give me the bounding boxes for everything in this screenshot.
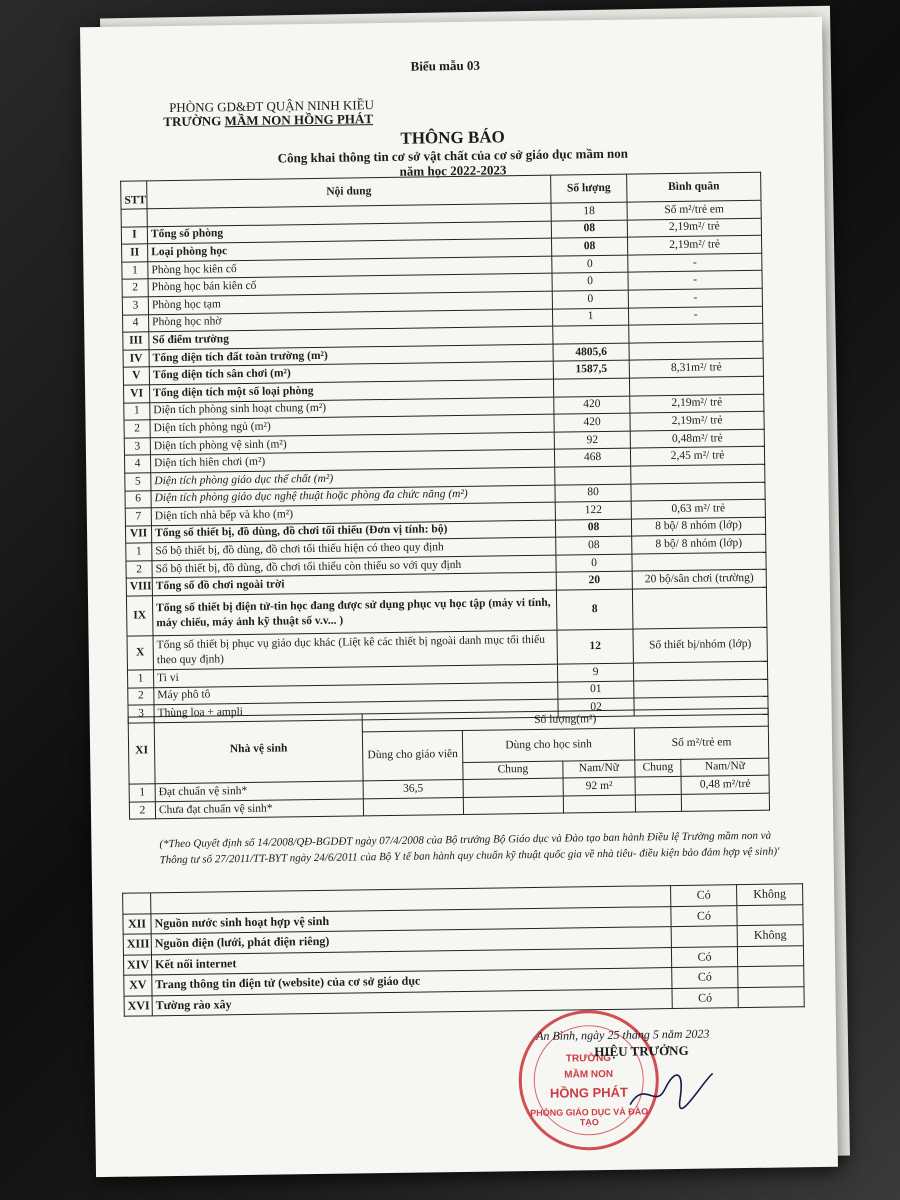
document-subtitle: Công khai thông tin cơ sở vật chất của cơ sở giáo dục mầm non bbox=[277, 145, 629, 166]
row-average bbox=[632, 587, 767, 629]
row-quantity: 80 bbox=[555, 484, 631, 503]
row-teacher bbox=[363, 797, 463, 816]
row-quantity: 122 bbox=[555, 501, 631, 520]
row-stt: 6 bbox=[125, 490, 151, 508]
row-average: - bbox=[628, 271, 762, 290]
row-quantity: 0 bbox=[552, 290, 628, 309]
row-stt: XIV bbox=[123, 954, 151, 975]
row-content: Thùng loa + ampli bbox=[154, 699, 558, 722]
row-yes: Có bbox=[671, 905, 737, 926]
row-content: Số bộ thiết bị, đồ dùng, đồ chơi tối thiểu còn thiếu so với quy định bbox=[152, 555, 556, 578]
row-content: Diện tích phòng sinh hoạt chung (m²) bbox=[150, 397, 554, 420]
row-content: Diện tích phòng vệ sinh (m²) bbox=[150, 432, 554, 455]
row-content: Tổng số thiết bị điện tử-tin học đang được sử dụng phục vụ học tập (máy vi tính, máy chiếu, máy ảnh kỹ thuật số v.v... ) bbox=[152, 590, 557, 636]
row-stt: 1 bbox=[127, 670, 153, 688]
row-no bbox=[737, 904, 803, 925]
row-content: Diện tích phòng ngủ (m²) bbox=[150, 414, 554, 437]
row-stt: 4 bbox=[123, 314, 149, 332]
row-content: Ti vi bbox=[153, 664, 557, 687]
row-content: Tổng số thiết bị phục vụ giáo dục khác (Liệt kê các thiết bị ngoài danh mục tối thiểu theo quy định) bbox=[153, 630, 557, 670]
row-stt: 4 bbox=[124, 455, 150, 473]
row-quantity: 420 bbox=[554, 396, 630, 415]
stamp-line-3: HỒNG PHÁT bbox=[549, 1084, 629, 1101]
row-stt: IV bbox=[123, 350, 149, 368]
row-stt: 1 bbox=[122, 262, 148, 280]
row-quantity: 1 bbox=[552, 308, 628, 327]
row-quantity: 0 bbox=[556, 554, 632, 573]
row-stt: 1 bbox=[129, 784, 155, 802]
signer-role: HIỆU TRƯỞNG bbox=[594, 1042, 689, 1060]
row-quantity: 08 bbox=[556, 536, 632, 555]
no-header: Không bbox=[737, 884, 803, 905]
row-average: - bbox=[628, 288, 762, 307]
row-content: Tổng số đồ chơi ngoài trời bbox=[152, 573, 556, 596]
row-quantity: 08 bbox=[551, 220, 627, 239]
row-average: 0,48m²/ trẻ bbox=[630, 429, 764, 448]
row-no bbox=[738, 986, 804, 1007]
row-average: 2,19m²/ trẻ bbox=[630, 394, 764, 413]
header-quantity: Số lượng bbox=[551, 174, 627, 203]
toilet-label: Nhà vệ sinh bbox=[154, 714, 363, 784]
header-stt: STT bbox=[121, 181, 147, 209]
row-student-chung bbox=[463, 778, 563, 797]
toilet-table bbox=[128, 708, 770, 820]
row-quantity: 4805,6 bbox=[553, 343, 629, 362]
row-yes: Có bbox=[671, 946, 737, 967]
row-average bbox=[629, 323, 763, 342]
row-content: Phòng học bán kiên cố bbox=[148, 274, 552, 297]
row-stt: VIII bbox=[126, 578, 152, 596]
row-stt: I bbox=[121, 226, 147, 244]
row-child-namnu bbox=[681, 793, 769, 812]
document-page bbox=[80, 17, 838, 1177]
row-content: Diện tích phòng giáo dục thể chất (m²) bbox=[151, 467, 555, 490]
row-content: Chưa đạt chuẩn vệ sinh* bbox=[155, 799, 363, 819]
row-child-chung bbox=[635, 777, 681, 795]
per-child-header: Số m²/trẻ em bbox=[634, 726, 768, 760]
row-quantity: 420 bbox=[554, 413, 630, 432]
student-namnu: Nam/Nữ bbox=[563, 760, 635, 779]
row-quantity: 12 bbox=[557, 629, 633, 664]
row-student-chung bbox=[463, 796, 563, 815]
row-quantity: 08 bbox=[555, 519, 631, 538]
row-quantity: 92 bbox=[554, 431, 630, 450]
row-content: Tổng số thiết bị, đồ dùng, đồ chơi tối thiểu (Đơn vị tính: bộ) bbox=[151, 520, 555, 543]
row-content: Phòng học tạm bbox=[148, 291, 552, 314]
row-average bbox=[629, 341, 763, 360]
row-child-chung bbox=[635, 794, 681, 812]
row-no bbox=[738, 966, 804, 987]
row-stt: 2 bbox=[126, 561, 152, 579]
row-content: Tổng số phòng bbox=[147, 221, 551, 244]
department-name: PHÒNG GD&ĐT QUẬN NINH KIỀU bbox=[169, 97, 375, 115]
row-content: Phòng học nhờ bbox=[149, 309, 553, 332]
row-student-namnu bbox=[563, 795, 635, 814]
yes-header: Có bbox=[671, 885, 737, 906]
row-average: 2,19m²/ trẻ bbox=[630, 411, 764, 430]
row-no: Không bbox=[737, 925, 803, 946]
teacher-header: Dùng cho giáo viên bbox=[362, 730, 463, 781]
row-quantity: 02 bbox=[558, 698, 634, 717]
row-average: 2,19m²/ trẻ bbox=[627, 218, 761, 237]
row-content: Trang thông tin điện tử (website) của cơ sở giáo dục bbox=[152, 968, 672, 996]
row-quantity: 468 bbox=[554, 448, 630, 467]
row-quantity: 20 bbox=[556, 572, 632, 591]
row-stt: 2 bbox=[122, 279, 148, 297]
row-stt: 2 bbox=[129, 802, 155, 820]
row-content: Phòng học kiên cố bbox=[148, 256, 552, 279]
row-stt: 1 bbox=[124, 402, 150, 420]
document-title: THÔNG BÁO bbox=[400, 127, 505, 148]
row-quantity: 0 bbox=[552, 255, 628, 274]
toilet-stt: XI bbox=[128, 717, 155, 785]
row-stt: 2 bbox=[124, 420, 150, 438]
row-content: Diện tích hiên chơi (m²) bbox=[150, 449, 554, 472]
row-content: Loại phòng học bbox=[148, 238, 552, 261]
stamp-line-1: TRƯỜNG bbox=[565, 1052, 612, 1065]
row-average bbox=[634, 679, 768, 698]
school-name: TRƯỜNG MẦM NON HỒNG PHÁT bbox=[163, 111, 374, 130]
row-content: Số bộ thiết bị, đồ dùng, đồ chơi tối thiểu hiện có theo quy định bbox=[152, 537, 556, 560]
facilities-table bbox=[120, 172, 769, 724]
row-stt: 3 bbox=[124, 438, 150, 456]
row-quantity bbox=[553, 378, 629, 397]
row-content: Máy phô tô bbox=[154, 682, 558, 705]
row-stt: XIII bbox=[123, 934, 151, 955]
row-average: 8 bộ/ 8 nhóm (lớp) bbox=[631, 517, 765, 536]
row-average: 8 bộ/ 8 nhóm (lớp) bbox=[632, 534, 766, 553]
row-average bbox=[629, 376, 763, 395]
row-average bbox=[631, 482, 765, 501]
form-number: Biểu mẫu 03 bbox=[410, 57, 481, 74]
row-average: Số thiết bị/nhóm (lớp) bbox=[633, 627, 767, 663]
row-stt: 3 bbox=[128, 705, 154, 723]
row-average: 8,31m²/ trẻ bbox=[629, 359, 763, 378]
row-stt: 3 bbox=[122, 297, 148, 315]
row-stt: 2 bbox=[128, 687, 154, 705]
row-content: Tổng diện tích sân chơi (m²) bbox=[149, 362, 553, 385]
row-stt: II bbox=[122, 244, 148, 262]
row-stt: VI bbox=[124, 385, 150, 403]
row-average: 0,63 m²/ trẻ bbox=[631, 499, 765, 518]
row-stt: 7 bbox=[125, 508, 151, 526]
row-content: Diện tích phòng giáo dục nghệ thuật hoặc phòng đa chức năng (m²) bbox=[151, 485, 555, 508]
toilet-qty-header: Số lượng(m²) bbox=[362, 708, 768, 731]
stamp-line-2: MẦM NON bbox=[564, 1068, 614, 1081]
row-content: Nguồn điện (lưới, phát điện riêng) bbox=[151, 927, 671, 955]
row-quantity bbox=[553, 325, 629, 344]
header-average: Bình quân bbox=[627, 172, 761, 202]
signature-mark bbox=[624, 1058, 715, 1119]
row-average: 2,45 m²/ trẻ bbox=[630, 447, 764, 466]
row-quantity: 08 bbox=[552, 237, 628, 256]
row-stt: 1 bbox=[126, 543, 152, 561]
row-quantity: 1587,5 bbox=[553, 360, 629, 379]
row-stt: XV bbox=[124, 975, 152, 996]
row-content: Tổng diện tích đất toàn trường (m²) bbox=[149, 344, 553, 367]
row-average: 2,19m²/ trẻ bbox=[627, 235, 761, 254]
row-average bbox=[632, 552, 766, 571]
row-no bbox=[737, 945, 803, 966]
stamp-line-4: PHÒNG GIÁO DỤC VÀ ĐÀO TẠO bbox=[530, 1106, 649, 1128]
school-year: năm học 2022-2023 bbox=[399, 162, 507, 179]
row-child-namnu: 0,48 m²/trẻ bbox=[681, 775, 769, 794]
row-average bbox=[633, 661, 767, 680]
row-average: - bbox=[628, 253, 762, 272]
row-stt: III bbox=[123, 332, 149, 350]
row-yes bbox=[671, 926, 737, 947]
student-chung: Chung bbox=[463, 761, 563, 780]
row-average: - bbox=[628, 306, 762, 325]
row-teacher: 36,5 bbox=[363, 780, 463, 799]
row-content: Nguồn nước sinh hoạt hợp vệ sinh bbox=[151, 906, 671, 934]
utilities-table bbox=[122, 883, 805, 1016]
row-stt: V bbox=[123, 367, 149, 385]
row-quantity: 18 bbox=[551, 202, 627, 221]
row-student-namnu: 92 m² bbox=[563, 777, 635, 796]
row-stt: XII bbox=[123, 913, 151, 934]
row-quantity: 9 bbox=[557, 663, 633, 682]
per-child-namnu: Nam/Nữ bbox=[681, 758, 769, 777]
row-stt: XVI bbox=[124, 995, 152, 1016]
row-quantity: 01 bbox=[558, 681, 634, 700]
row-quantity: 0 bbox=[552, 272, 628, 291]
row-content: Số điểm trường bbox=[149, 326, 553, 349]
row-yes: Có bbox=[672, 987, 738, 1008]
row-average: Số m²/trẻ em bbox=[627, 200, 761, 219]
sign-date: An Bình, ngày 25 tháng 5 năm 2023 bbox=[536, 1026, 710, 1043]
row-stt: 5 bbox=[125, 473, 151, 491]
row-content: Đạt chuẩn vệ sinh* bbox=[155, 781, 363, 801]
row-content: Diện tích nhà bếp và kho (m²) bbox=[151, 502, 555, 525]
row-stt: IX bbox=[126, 596, 153, 636]
row-average: 20 bộ/sân chơi (trường) bbox=[632, 570, 766, 589]
row-content: Kết nối internet bbox=[151, 947, 671, 975]
row-yes: Có bbox=[672, 967, 738, 988]
header-content: Nội dung bbox=[147, 175, 551, 209]
row-stt: X bbox=[127, 636, 153, 670]
row-average bbox=[631, 464, 765, 483]
row-quantity bbox=[555, 466, 631, 485]
row-stt bbox=[121, 209, 147, 227]
student-header: Dùng cho học sinh bbox=[462, 728, 634, 762]
row-content: Tổng diện tích một số loại phòng bbox=[150, 379, 554, 402]
footnote: (*Theo Quyết định số 14/2008/QĐ-BGDĐT ngày 07/4/2008 của Bộ trưởng Bộ Giáo dục và Đào tạo ban hành Điều lệ Trường mầm non và Thông tư số 27/2011/TT-BYT ngày 24/6/2011 của Bộ Y tế ban hành quy chuẩn kỹ thuật quốc gia về nhà tiêu- điều kiện bảo đảm hợp vệ sinh)' bbox=[159, 829, 780, 867]
row-content: Tường rào xây bbox=[152, 988, 672, 1016]
row-stt: VII bbox=[125, 525, 151, 543]
row-quantity: 8 bbox=[556, 589, 633, 630]
per-child-chung: Chung bbox=[635, 759, 681, 777]
